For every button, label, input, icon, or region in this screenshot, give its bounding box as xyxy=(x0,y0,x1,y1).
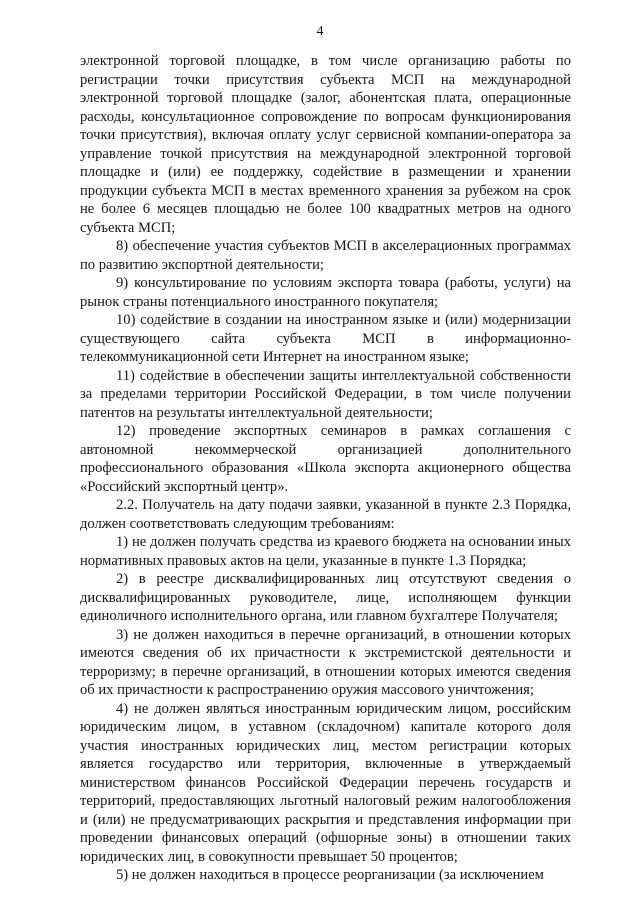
paragraph-requirement-1: 1) не должен получать средства из краевого бюджета на основании иных нормативных правовых актов на цели, указанные в пункте 1.3 Порядка; xyxy=(80,534,571,569)
paragraph-section-2-2: 2.2. Получатель на дату подачи заявки, указанной в пункте 2.3 Порядка, должен соответствовать следующим требованиям: xyxy=(80,497,571,532)
page-number: 4 xyxy=(316,24,324,39)
paragraph-requirement-4: 4) не должен являться иностранным юридическим лицом, российским юридическим лицом, в уставном (складочном) капитале которого доля участия иностранных юридических лиц, местом регистрации которых является государство или территория, включенные в утверждаемый министерством финансов Российской Федерации перечень государств и территорий, предоставляющих льготный налоговый режим налогообложения и (или) не предусматривающих раскрытия и представления информации при проведении финансовых операций (офшорные зоны) в отношении таких юридических лиц, в совокупности превышает 50 процентов; xyxy=(80,700,571,865)
paragraph-continued-item: электронной торговой площадке, в том числе организацию работы по регистрации точки присутствия субъекта МСП на международной электронной торговой площадке (залог, абонентская плата, операционные расходы, консультационное сопровождение по вопросам функционирования точки присутствия), включая оплату услуг сервисной компании-оператора за управление точкой присутствия на международной электронной торговой площадке и (или) ее поддержку, содействие в размещении и хранении продукции субъекта МСП в местах временного хранения за рубежом на срок не более 6 месяцев площадью не более 100 квадратных метров на одного субъекта МСП; xyxy=(80,53,571,236)
paragraph-item-9: 9) консультирование по условиям экспорта товара (работы, услуги) на рынок страны потенциального иностранного покупателя; xyxy=(80,275,571,310)
paragraph-item-8: 8) обеспечение участия субъектов МСП в акселерационных программах по развитию экспортной деятельности; xyxy=(80,238,571,273)
paragraph-item-11: 11) содействие в обеспечении защиты интеллектуальной собственности за пределами территории Российской Федерации, в том числе получении патентов на результаты интеллектуальной деятельности; xyxy=(80,367,571,421)
paragraph-item-12: 12) проведение экспортных семинаров в рамках соглашения с автономной некоммерческой организацией дополнительного профессионального образования «Школа экспорта акционерного общества «Российский экспортный центр». xyxy=(80,423,571,495)
paragraph-requirement-2: 2) в реестре дисквалифицированных лиц отсутствуют сведения о дисквалифицированных руководителе, лице, исполняющем функции единоличного исполнительного органа, или главном бухгалтере Получателя; xyxy=(80,571,571,624)
paragraph-item-10: 10) содействие в создании на иностранном языке и (или) модернизации существующего сайта субъекта МСП в информационно-телекоммуникационной сети Интернет на иностранном языке; xyxy=(80,312,571,365)
document-body xyxy=(80,52,571,885)
paragraph-requirement-3: 3) не должен находиться в перечне организаций, в отношении которых имеются сведения об их причастности к экстремистской деятельности и терроризму; в перечне организаций, в отношении которых имеются сведения об их причастности к распространению оружия массового уничтожения; xyxy=(80,626,571,698)
paragraph-requirement-5: 5) не должен находиться в процессе реорганизации (за исключением xyxy=(116,867,544,883)
